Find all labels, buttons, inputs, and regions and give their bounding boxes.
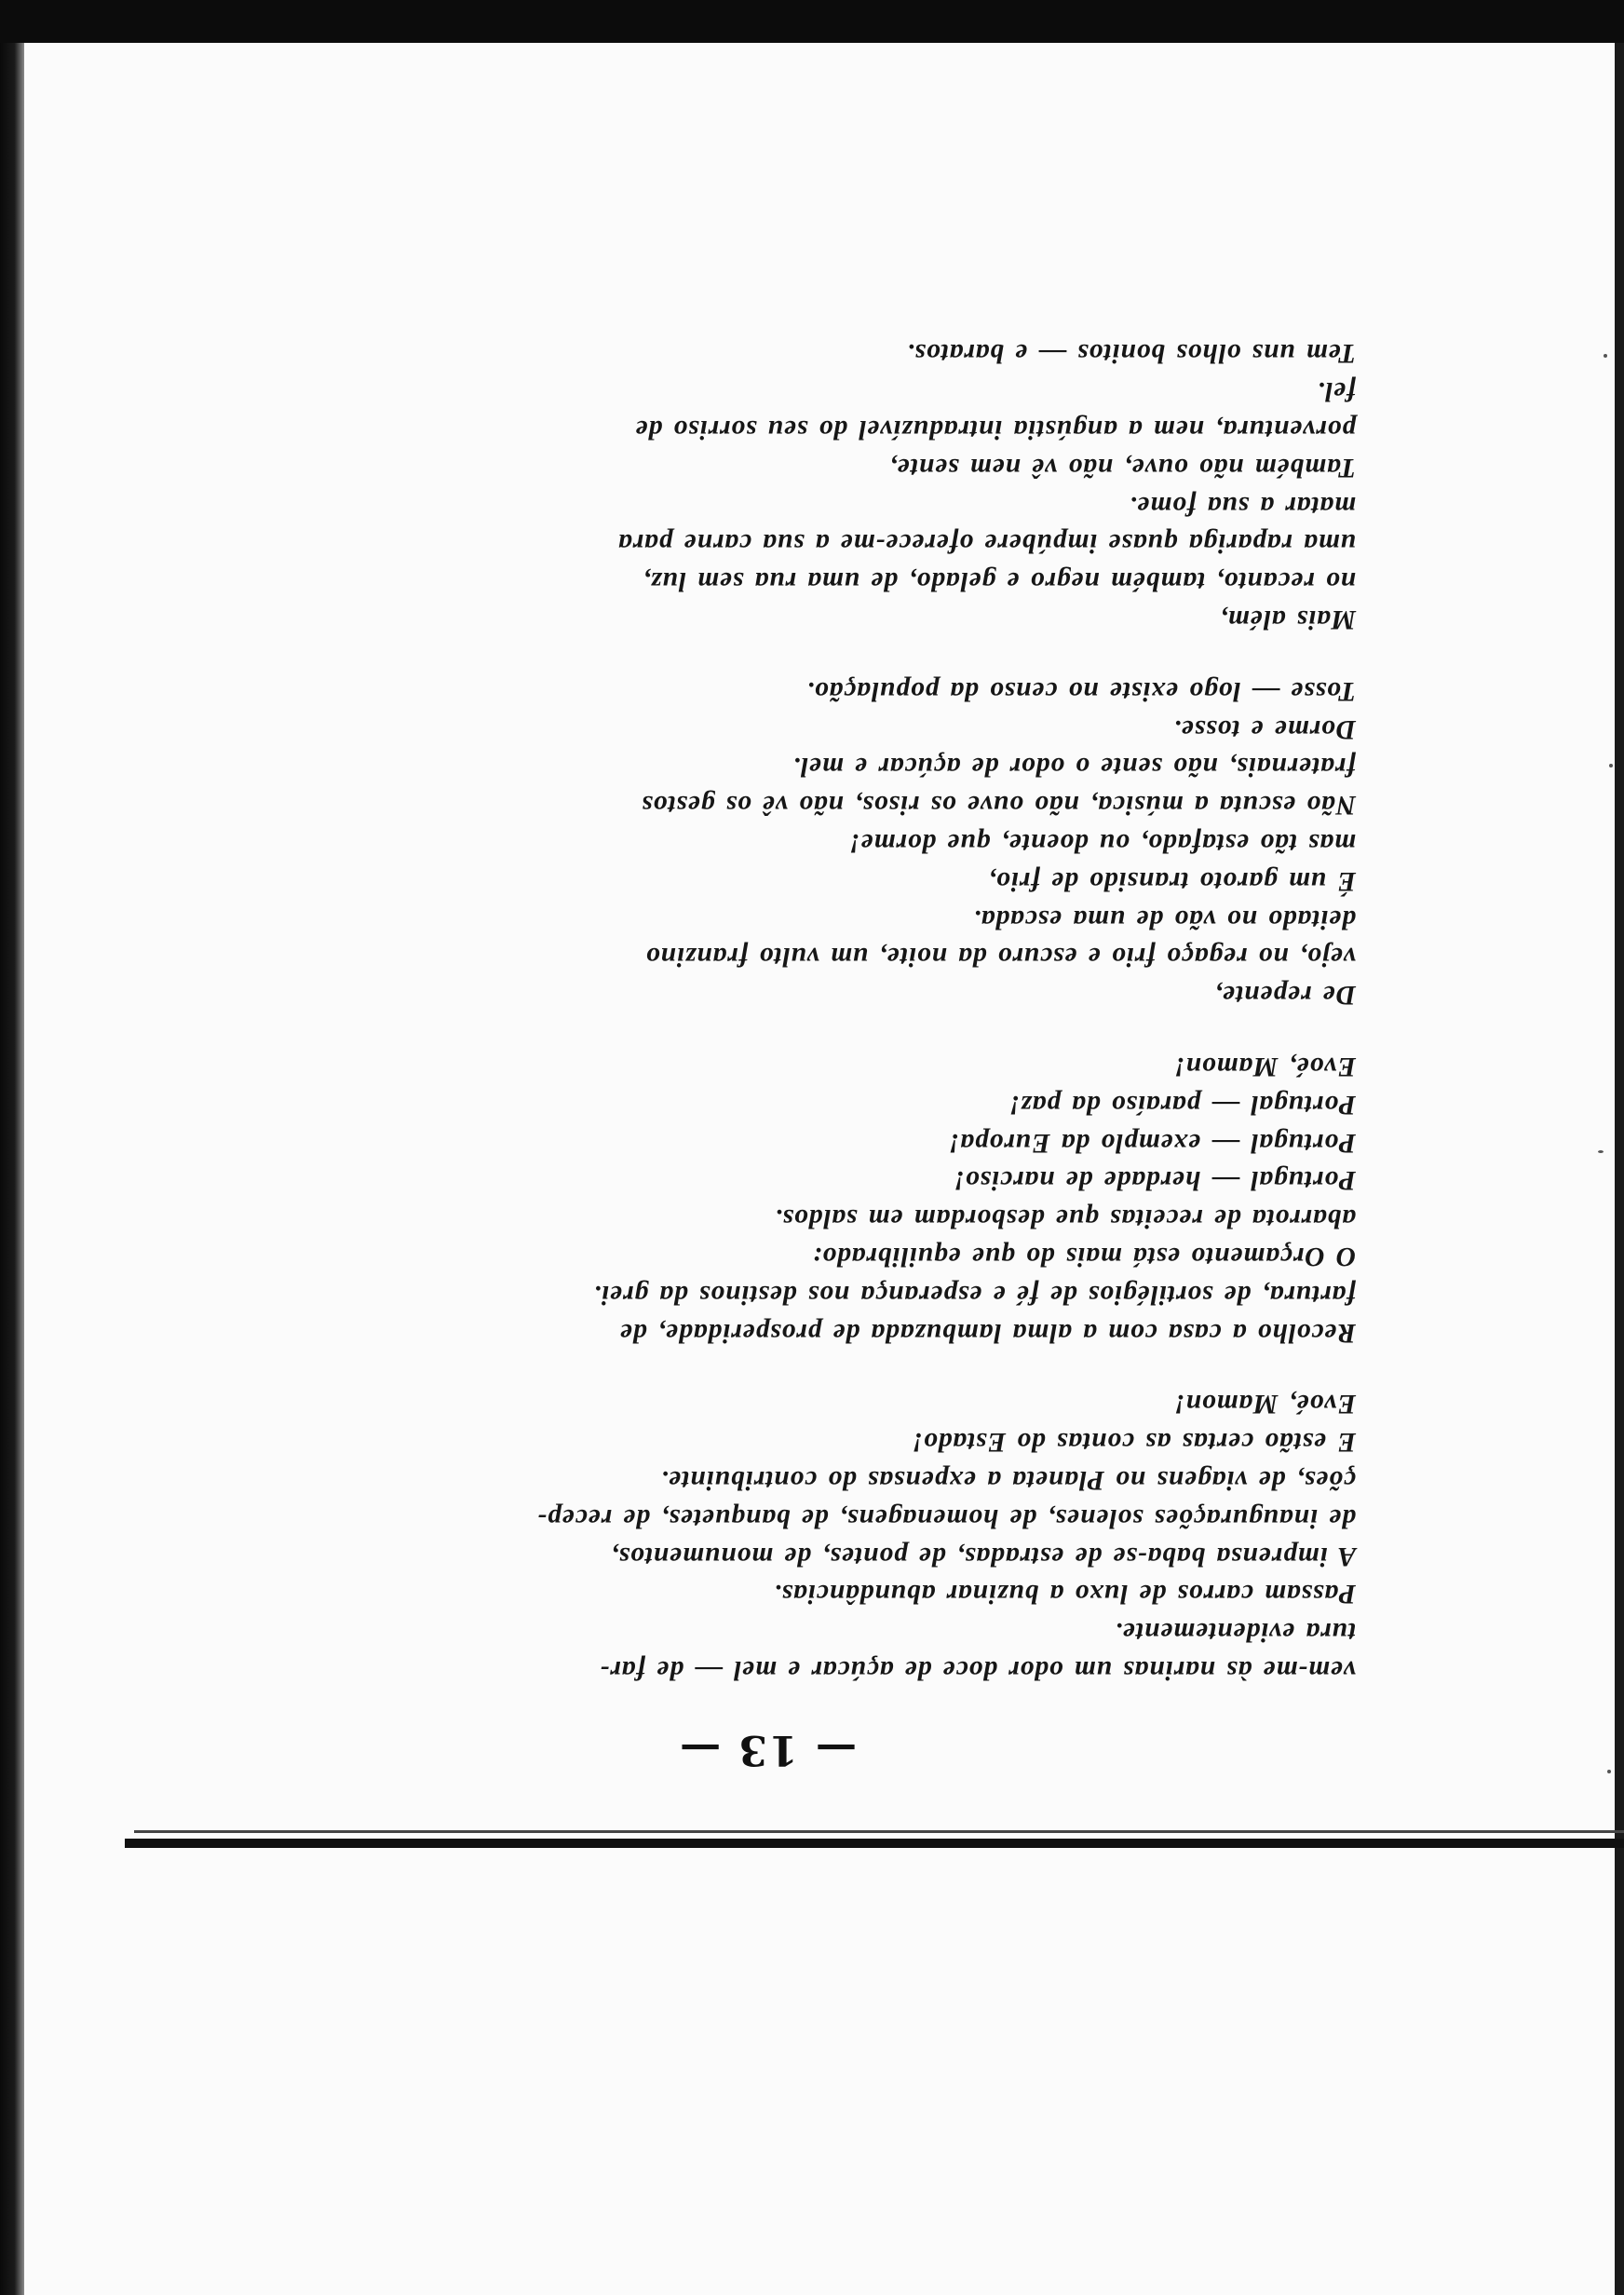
text-line: ções, de viagens no Planeta a expensas do contribuinte. [659,1465,1356,1496]
page-text [308,334,1356,1689]
text-line: vejo, no regaço frio e escuro da noite, um vulto franzino [644,942,1356,972]
text-line: de inaugurações solenes, de homenagens, de banquetes, de recep- [536,1502,1356,1533]
text-line: Tem uns olhos bonitos — e baratos. [906,338,1356,369]
text-line: O Orçamento está mais do que equilibrado: [811,1242,1356,1272]
text-line: Portugal — exemplo da Europa! [947,1127,1356,1158]
text-line: A imprensa baba-se de estradas, de pontes, de monumentos, [610,1541,1356,1571]
text-line: Evoé, Mamon! [1173,1052,1356,1082]
text-line: Evoé, Mamon! [1173,1389,1356,1419]
header-rule [125,1839,1624,1848]
text-line: Também não ouve, não vê nem sente, [888,452,1356,482]
scan-edge-bottom [0,0,1624,43]
text-line: matar a sua fome. [1129,490,1356,521]
header-rule-thin [134,1830,1624,1833]
text-line: fel. [1316,376,1356,407]
text-line: Passam carros de luxo a buzinar abundâncias. [773,1579,1356,1609]
text-line: vem-me às narinas um odor doce de açúcar e mel — de far- [599,1655,1356,1685]
text-line: deitado no vão de uma escada. [972,903,1356,934]
text-line: Portugal — paraíso da paz! [1008,1089,1356,1120]
scan-edge-left [1615,0,1624,2295]
text-line: no recanto, também negro e gelado, de uma rua sem luz, [642,566,1356,597]
text-line: fraternais, não sente o odor de açúcar e mel. [792,752,1356,782]
text-line: porventura, nem a angústia intraduzível do seu sorriso de [634,414,1356,445]
scan-speck [1598,1150,1604,1153]
text-line: uma rapariga quase impúbere oferece-me a sua carne para [617,528,1356,559]
text-line: De repente, [1213,980,1356,1011]
text-line: abarrota de receitas que desbordam em saldos. [774,1203,1356,1234]
scan-speck [1607,1770,1611,1773]
scan-speck [1609,764,1613,767]
text-line: tura evidentemente. [1114,1617,1356,1648]
text-line: Não escuta a música, não ouve os risos, não vê os gestos [641,790,1356,821]
scan-edge-right [0,0,24,2295]
text-line: Mais além, [1219,604,1356,635]
text-line: fartura, de sortilégios de fé e esperança nos destinos da grei. [592,1279,1356,1310]
text-line: E estão certas as contas do Estado! [911,1427,1356,1458]
scan-speck [1604,354,1607,358]
text-line: Portugal — herdade de narciso! [953,1165,1356,1196]
text-line: mas tão estafado, ou doente, que dorme! [848,828,1356,859]
page-number: — 13 — [678,1726,857,1773]
text-line: Dorme e tosse. [1172,713,1356,744]
text-line: Recolho a casa com a alma lambuzada de prosperidade, de [618,1317,1356,1348]
text-line: É um garoto transido de frio, [987,865,1356,896]
text-line: Tosse — logo existe no censo da população. [805,675,1356,706]
